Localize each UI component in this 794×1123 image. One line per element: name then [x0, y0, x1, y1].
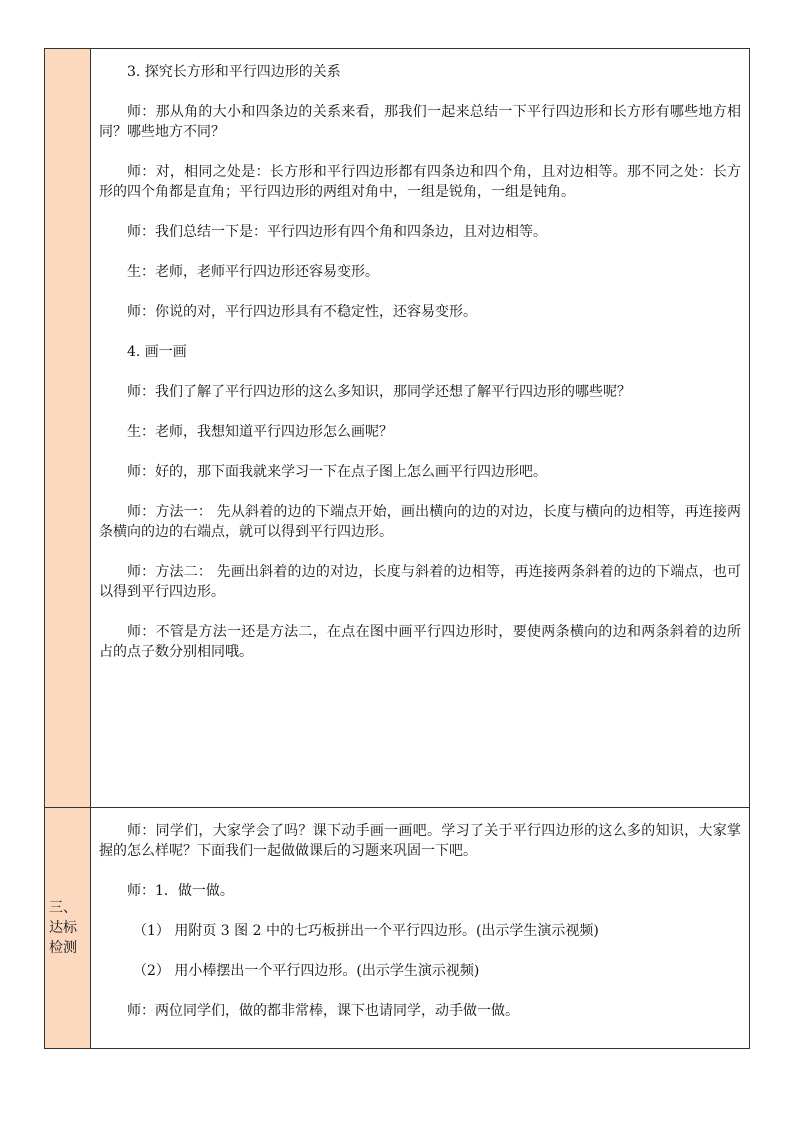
section-content: [91, 808, 749, 1021]
paragraph: 师：那从角的大小和四条边的关系来看，那我们一起来总结一下平行四边形和长方形有哪些地方相同？哪些地方不同？: [99, 104, 741, 140]
paragraph: 生：老师，老师平行四边形还容易变形。: [127, 264, 379, 280]
exercise-item: （1） 用附页 3 图 2 中的七巧板拼出一个平行四边形。(出示学生演示视频): [133, 923, 599, 939]
section-label-cell: [45, 49, 91, 808]
subheading: 3. 探究长方形和平行四边形的关系: [127, 64, 341, 80]
section-label-cell: [45, 808, 91, 1049]
section-content-cell: [91, 808, 750, 1049]
paragraph: 师：同学们，大家学会了吗？课下动手画一画吧。学习了关于平行四边形的这么多的知识，大家掌握的怎么样呢？下面我们一起做做课后的习题来巩固一下吧。: [99, 823, 741, 859]
section-label: 三、达标检测: [49, 900, 77, 956]
exercise-item: （2） 用小棒摆出一个平行四边形。(出示学生演示视频): [133, 963, 480, 979]
paragraph: 师：对，相同之处是：长方形和平行四边形都有四条边和四个角，且对边相等。那不同之处：长方形的四个角都是直角；平行四边形的两组对角中，一组是锐角，一组是钝角。: [99, 164, 741, 200]
paragraph: 师：我们总结一下是：平行四边形有四个角和四条边，且对边相等。: [127, 224, 547, 240]
lesson-row-explore: [45, 49, 750, 808]
paragraph: 师：你说的对，平行四边形具有不稳定性，还容易变形。: [127, 304, 477, 320]
paragraph: 师：好的，那下面我就来学习一下在点子图上怎么画平行四边形吧。: [127, 464, 547, 480]
subheading: 4. 画一画: [127, 344, 187, 360]
lesson-plan-table: [44, 48, 750, 1049]
section-content: [91, 49, 749, 662]
paragraph: 师：1．做一做。: [127, 883, 234, 899]
paragraph: 师：方法二： 先画出斜着的边的对边，长度与斜着的边相等，再连接两条斜着的边的下端点，也可以得到平行四边形。: [99, 564, 741, 600]
paragraph: 师：我们了解了平行四边形的这么多知识，那同学还想了解平行四边形的哪些呢？: [127, 384, 631, 400]
paragraph: 师：两位同学们，做的都非常棒，课下也请同学，动手做一做。: [127, 1003, 519, 1019]
section-label: [45, 49, 90, 807]
paragraph: 师：不管是方法一还是方法二，在点在图中画平行四边形时，要使两条横向的边和两条斜着的边所占的点子数分别相同哦。: [99, 624, 741, 660]
paragraph: 师：方法一： 先从斜着的边的下端点开始，画出横向的边的对边，长度与横向的边相等，再连接两条横向的边的右端点，就可以得到平行四边形。: [99, 504, 741, 540]
section-content-cell: [91, 49, 750, 808]
lesson-row-check: [45, 808, 750, 1049]
paragraph: 生：老师，我想知道平行四边形怎么画呢？: [127, 424, 393, 440]
